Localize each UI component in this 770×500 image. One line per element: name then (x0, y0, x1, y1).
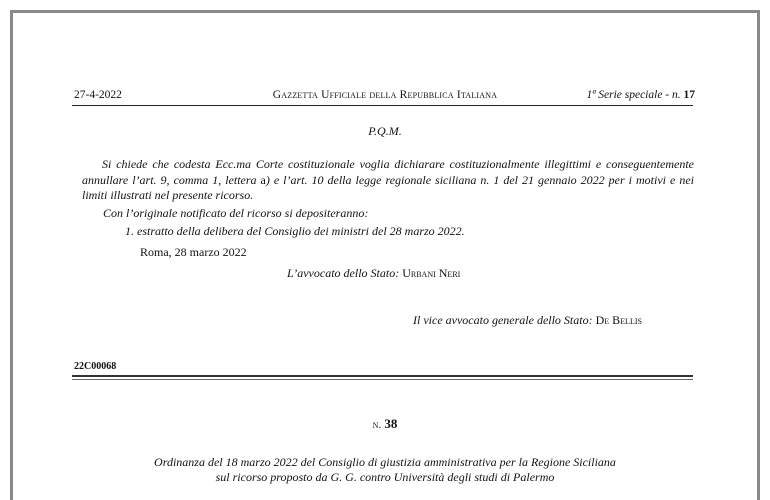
deposit-item-1: 1. estratto della delibera del Consiglio dei ministri del 28 marzo 2022. (125, 224, 465, 238)
pqm-heading: P.Q.M. (368, 124, 402, 138)
act-code: 22C00068 (74, 361, 117, 372)
signature-2-name: De Bellis (595, 313, 642, 327)
header-date: 27-4-2022 (74, 89, 122, 101)
signature-1 (287, 266, 460, 281)
paragraph-letter: a (260, 172, 266, 187)
main-paragraph (82, 157, 694, 204)
signature-1-name: Urbani Neri (402, 266, 461, 280)
signature-2 (413, 313, 642, 328)
act-number (0, 416, 770, 432)
act-title-line-2: sul ricorso proposto da G. G. contro Università degli studi di Palermo (215, 470, 555, 484)
paragraph-text-1: Si chiede che codesta Ecc.ma Corte costituzionale voglia dichiarare costituzionalmente illegittimi e conseguentemente annullare l’art. 9, comma 1, lettera (82, 157, 694, 187)
act-number-prefix: n. (372, 417, 382, 431)
header-rule (72, 105, 693, 106)
serie-number: 17 (683, 89, 695, 101)
signature-1-role: L’avvocato dello Stato: (287, 266, 403, 280)
act-title (0, 455, 770, 485)
paragraph-text-2: ) e l’art. 10 della legge regionale siciliana n. 1 del 21 gennaio 2022 per i motivi e nei limiti illustrati nel presente ricorso. (82, 172, 694, 202)
place-date: Roma, 28 marzo 2022 (140, 245, 247, 259)
deposit-line: Con l’originale notificato del ricorso si depositeranno: (103, 206, 369, 220)
section-divider (72, 375, 693, 380)
serie-label: 1ª Serie speciale - n. (586, 89, 681, 101)
act-number-value: 38 (384, 416, 398, 431)
header-serie (586, 89, 695, 101)
header-title: Gazzetta Ufficiale della Repubblica Italiana (272, 89, 498, 101)
signature-2-role: Il vice avvocato generale dello Stato: (413, 313, 596, 327)
act-title-line-1: Ordinanza del 18 marzo 2022 del Consiglio di giustizia amministrativa per la Regione Siciliana (154, 455, 616, 469)
